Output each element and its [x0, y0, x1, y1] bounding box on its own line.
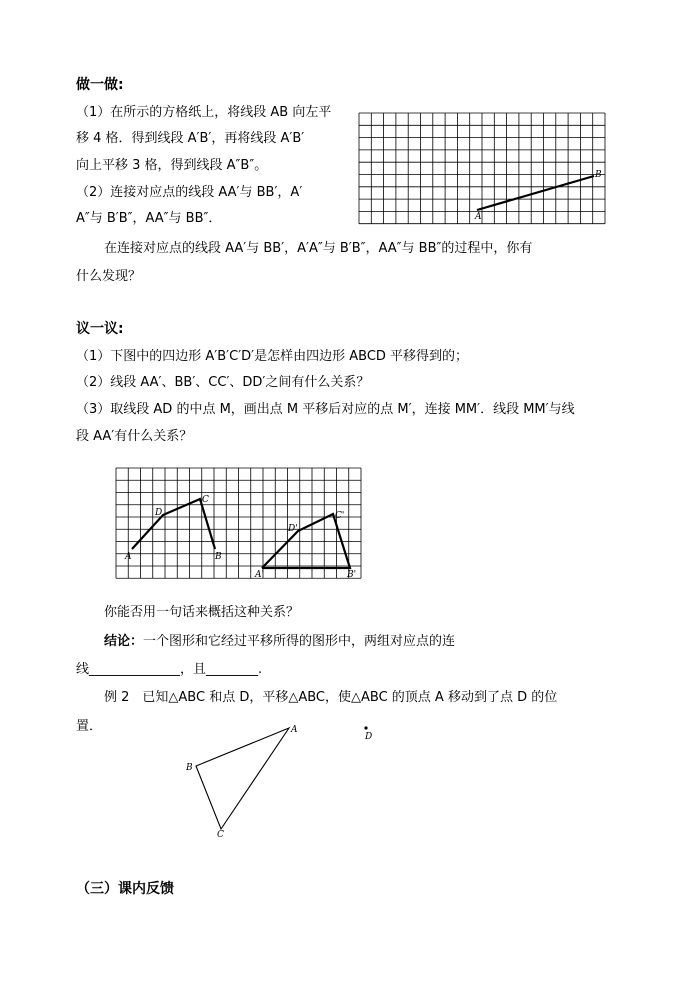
task2-line2: A″与 B′B″，AA″与 BB″． [76, 211, 222, 226]
section-heading-feedback: （三）课内反馈 [76, 881, 174, 897]
conclusion-text: 一个图形和它经过平移所得的图形中，两组对应点的连 [143, 634, 456, 649]
label-point-b: B [595, 170, 602, 180]
section-heading-practice: 做一做: [76, 77, 124, 93]
point-d [364, 726, 367, 729]
label-d: D [155, 508, 163, 518]
label-c-prime: C' [335, 511, 345, 521]
task1-line1: （1）在所示的方格纸上，将线段 AB 向左平 [76, 105, 332, 120]
discuss-q1: （1）下图中的四边形 A′B′C′D′是怎样由四边形 ABCD 平移得到的； [76, 349, 469, 364]
discovery-paragraph-line1: 在连接对应点的线段 AA′与 BB′，A′A″与 B′B″，AA″与 BB″的过程中，你有 [104, 241, 533, 256]
discuss-q3-line2: 段 AA′有什么关系？ [76, 429, 193, 444]
label-a-prime: A' [255, 570, 264, 580]
discovery-paragraph-line2: 什么发现？ [76, 269, 142, 284]
label-d-prime: D' [288, 524, 298, 534]
section-heading-discuss: 议一议: [76, 321, 124, 337]
task1-line2: 移 4 格．得到线段 A′B′，再将线段 A′B′ [76, 131, 305, 146]
label-triangle-a: A [291, 725, 298, 735]
conclusion-line [104, 633, 455, 651]
grid-figure-segment-ab [355, 110, 615, 230]
summary-question: 你能否用一句话来概括这种关系？ [104, 605, 300, 620]
example2-line1: 例 2 已知△ABC 和点 D，平移△ABC，使△ABC 的顶点 A 移动到了点 D 的位 [104, 690, 558, 705]
grid-lines [116, 468, 361, 578]
discuss-q2: （2）线段 AA′、BB′、CC′、DD′之间有什么关系？ [76, 375, 370, 390]
grid-lines [359, 113, 605, 224]
label-triangle-b: B [186, 763, 193, 773]
label-b-prime: B' [347, 570, 357, 580]
example2-line2: 置． [76, 719, 103, 734]
label-triangle-c: C [217, 830, 224, 840]
label-a: A [125, 552, 132, 562]
triangle-figure [180, 720, 380, 850]
grid-figure-quadrilaterals [113, 465, 373, 585]
label-point-a: A [475, 212, 482, 222]
label-point-d: D [365, 732, 373, 742]
conclusion-fill-blanks: 线______________，且________. [76, 662, 263, 677]
label-b: B [215, 552, 222, 562]
triangle-abc [196, 728, 289, 829]
discuss-q3-line1: （3）取线段 AD 的中点 M，画出点 M 平移后对应的点 M′，连接 MM′．线段 MM′与线 [76, 402, 575, 417]
label-c: C [202, 495, 209, 505]
task1-line3: 向上平移 3 格，得到线段 A″B″。 [76, 158, 268, 173]
task2-line1: （2）连接对应点的线段 AA′与 BB′，A′ [76, 185, 303, 200]
conclusion-label: 结论： [104, 634, 144, 649]
